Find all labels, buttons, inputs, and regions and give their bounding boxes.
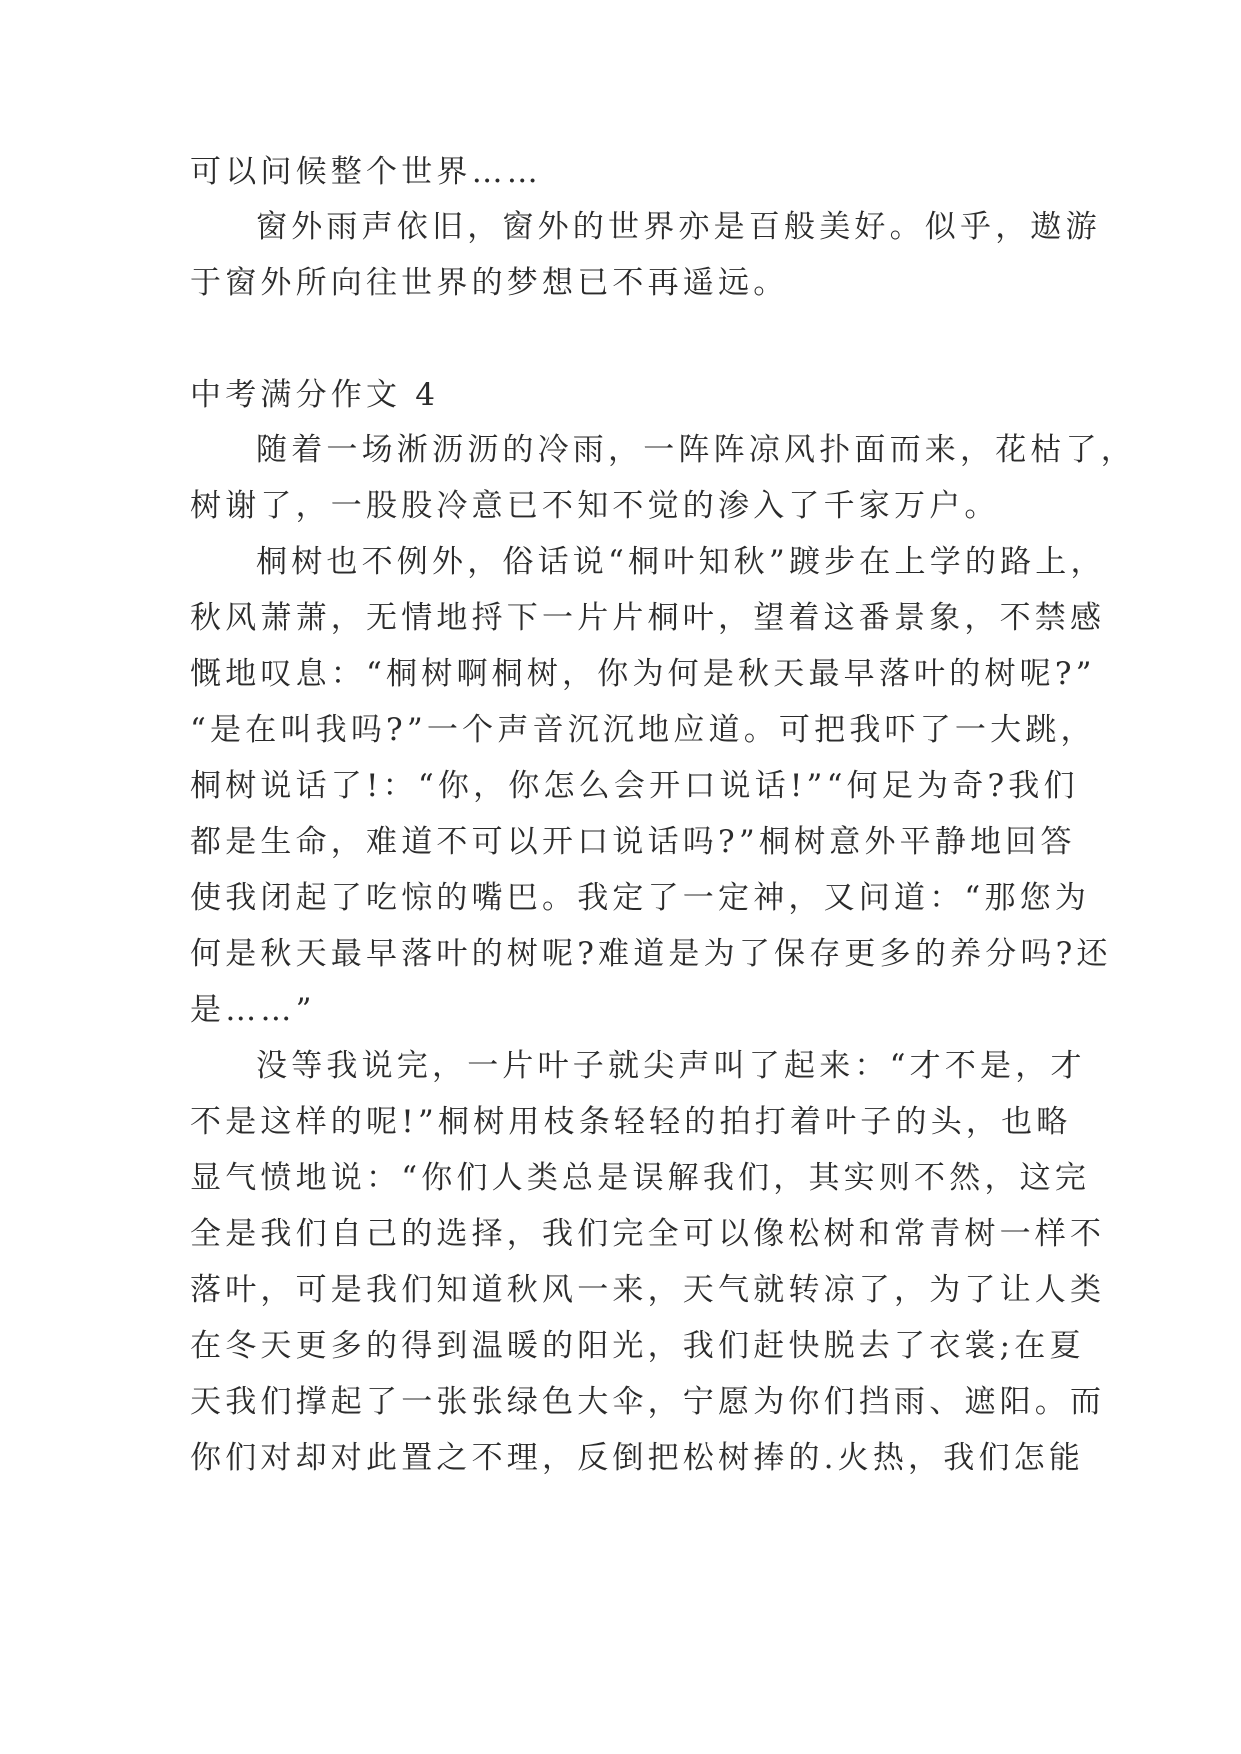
text-line: 都是生命，难道不可以开口说话吗?”桐树意外平静地回答 [190, 824, 1076, 860]
text-line: 你们对却对此置之不理，反倒把松树捧的.火热，我们怎能 [190, 1440, 1085, 1476]
text-line: 显气愤地说：“你们人类总是误解我们，其实则不然，这完 [190, 1160, 1091, 1196]
text-line: 落叶，可是我们知道秋风一来，天气就转凉了，为了让人类 [190, 1272, 1106, 1308]
paragraph-start-line: 桐树也不例外，俗话说“桐叶知秋”踱步在上学的路上， [256, 544, 1106, 580]
text-line: 天我们撑起了一张张绿色大伞，宁愿为你们挡雨、遮阳。而 [190, 1384, 1106, 1420]
text-line: 可以问候整个世界…… [190, 154, 542, 190]
text-line: “是在叫我吗?”一个声音沉沉地应道。可把我吓了一大跳， [190, 712, 1096, 748]
paragraph-start-line: 窗外雨声依旧，窗外的世界亦是百般美好。似乎，遨游 [256, 209, 1101, 245]
paragraph-start-line: 没等我说完，一片叶子就尖声叫了起来：“才不是，才 [256, 1048, 1086, 1084]
paragraph-start-line: 随着一场淅沥沥的冷雨，一阵阵凉风扑面而来，花枯了， [256, 432, 1136, 468]
text-line: 使我闭起了吃惊的嘴巴。我定了一定神，又问道：“那您为 [190, 880, 1091, 916]
text-line: 全是我们自己的选择，我们完全可以像松树和常青树一样不 [190, 1216, 1106, 1252]
text-line: 于窗外所向往世界的梦想已不再遥远。 [190, 265, 789, 301]
text-line: 树谢了，一股股冷意已不知不觉的渗入了千家万户。 [190, 488, 1000, 524]
text-line: 不是这样的呢!”桐树用枝条轻轻的拍打着叶子的头，也略 [190, 1104, 1072, 1140]
text-line: 是……” [190, 992, 316, 1028]
text-line: 在冬天更多的得到温暖的阳光，我们赶快脱去了衣裳;在夏 [190, 1328, 1085, 1364]
text-line: 慨地叹息：“桐树啊桐树，你为何是秋天最早落叶的树呢?” [190, 656, 1096, 692]
text-line: 何是秋天最早落叶的树呢?难道是为了保存更多的养分吗?还 [190, 936, 1112, 972]
section-heading: 中考满分作文 4 [190, 377, 440, 413]
text-line: 秋风萧萧，无情地捋下一片片桐叶，望着这番景象，不禁感 [190, 600, 1106, 636]
text-line: 桐树说话了!：“你，你怎么会开口说话!”“何足为奇?我们 [190, 768, 1079, 804]
